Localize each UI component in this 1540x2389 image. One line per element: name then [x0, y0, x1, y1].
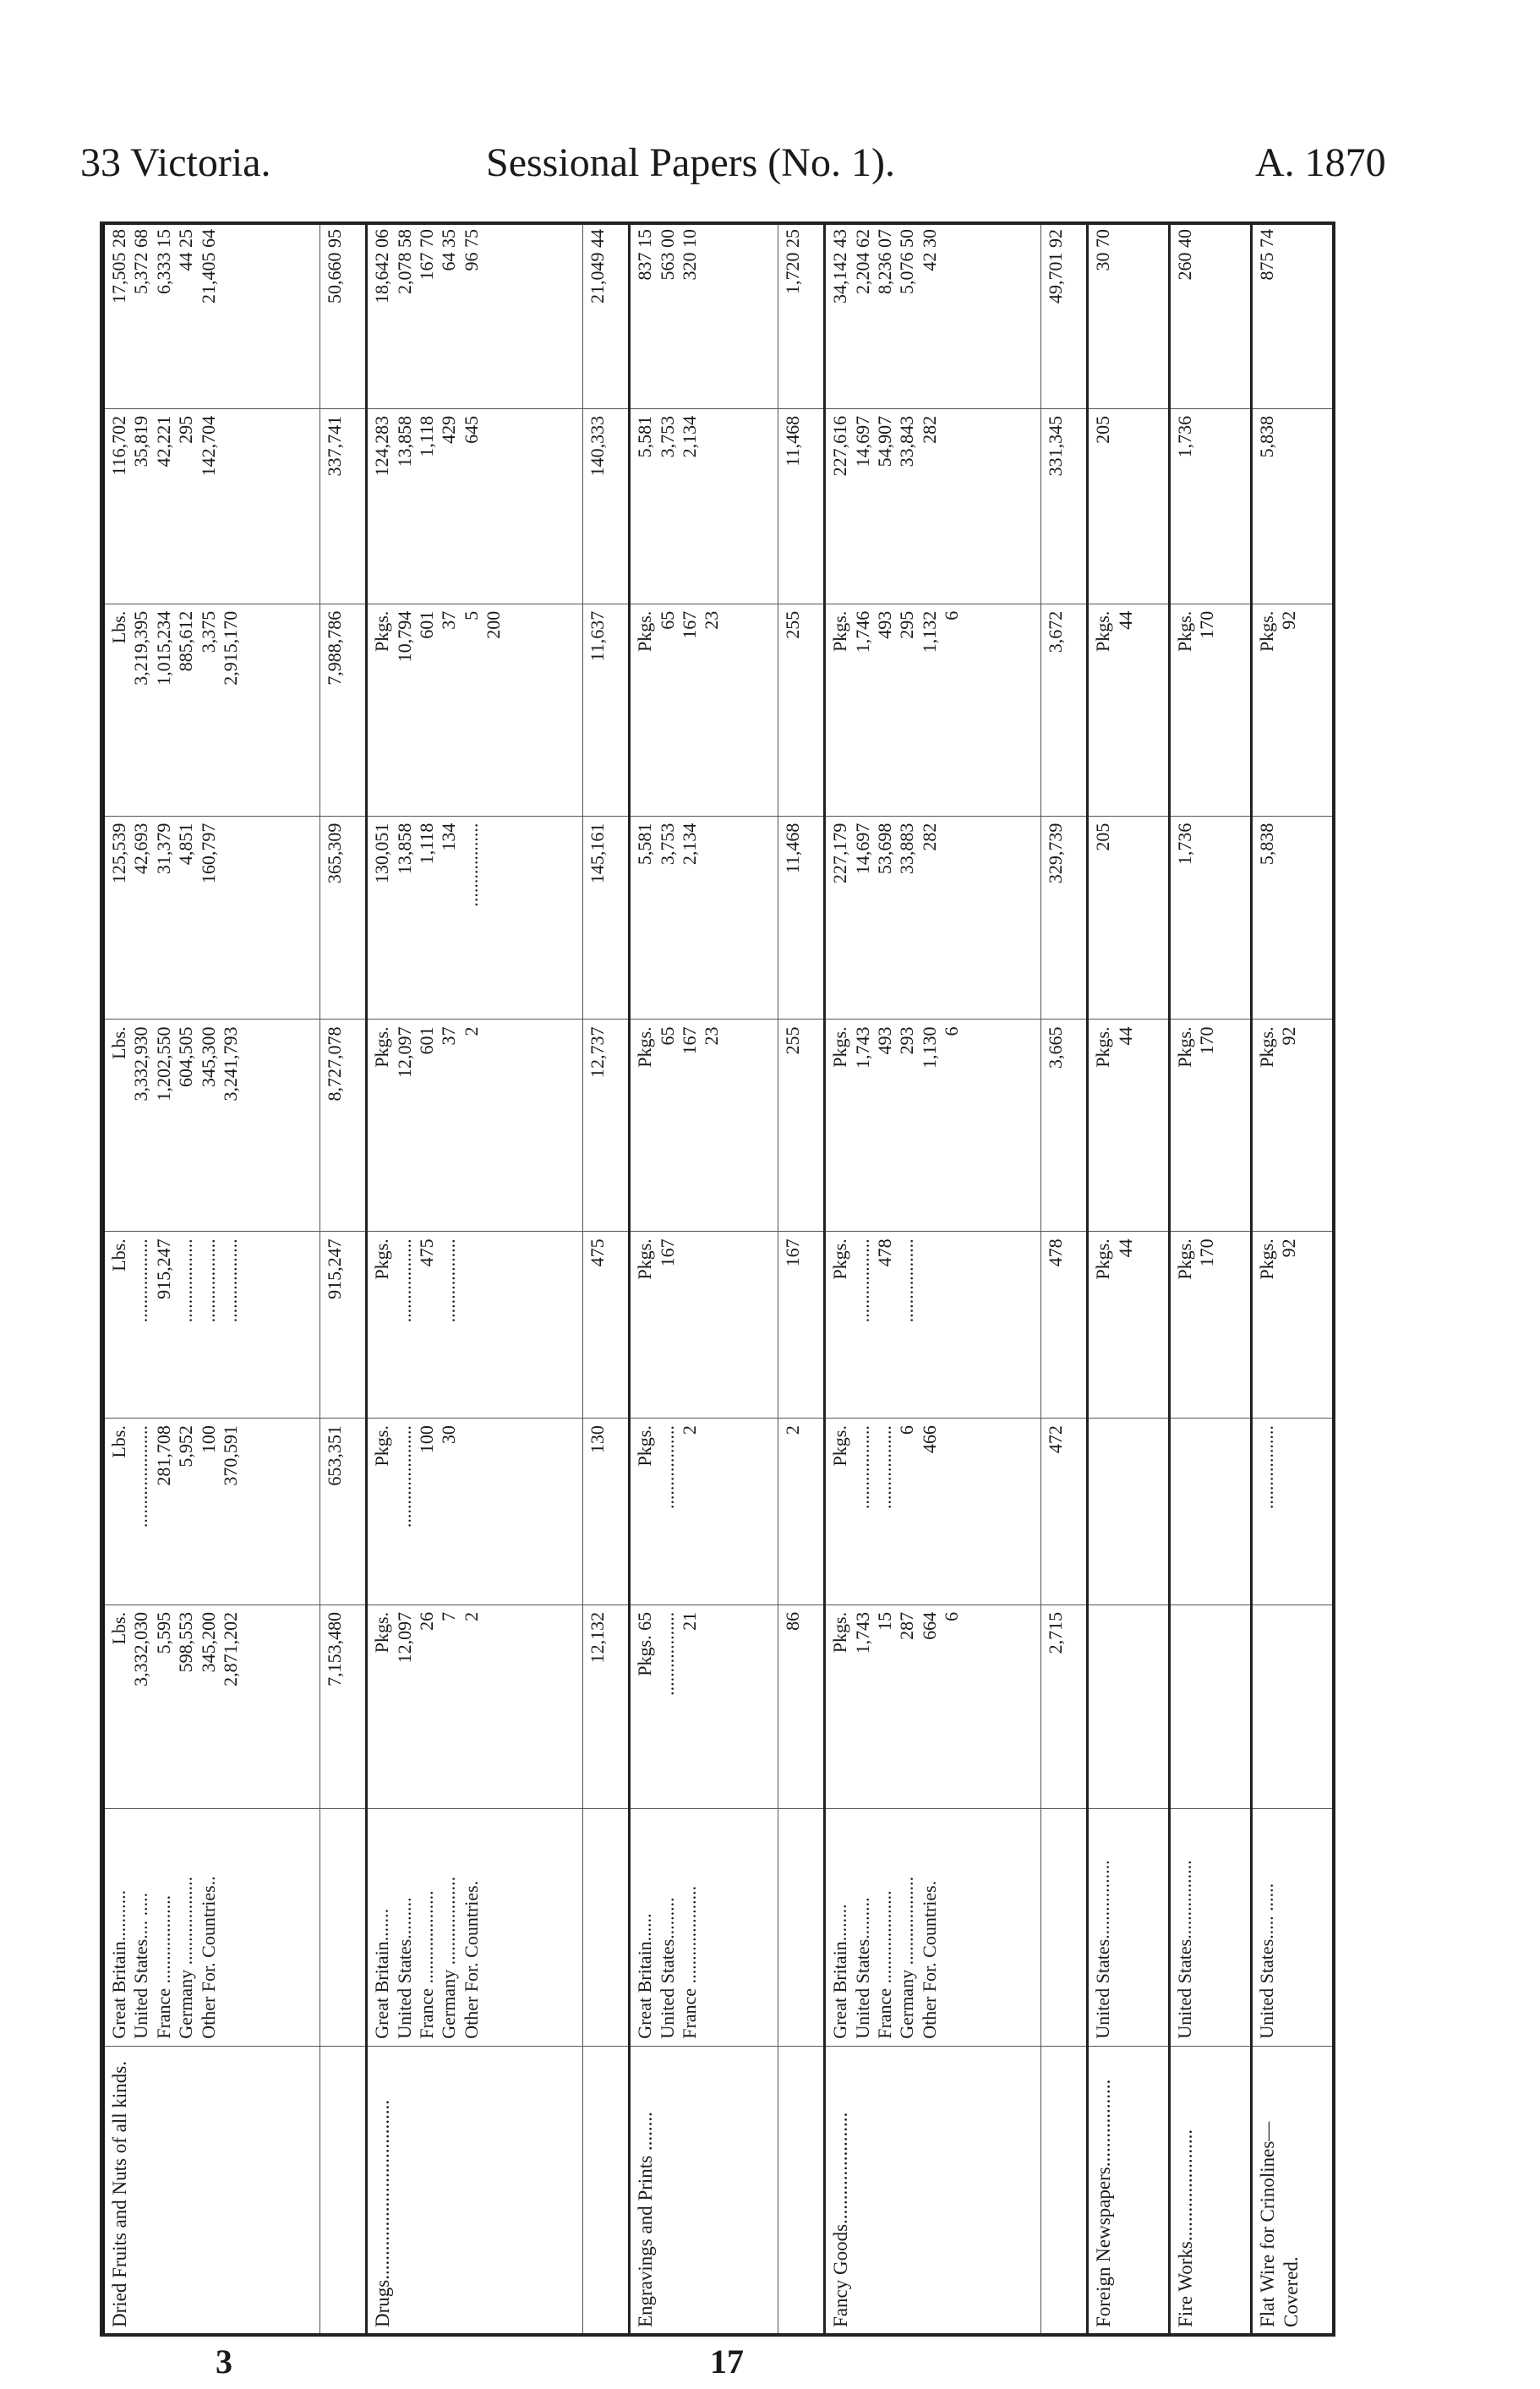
header-left-title: 33 Victoria.: [80, 140, 271, 185]
col-6-cell: Pkgs. 65 167 23: [630, 604, 778, 816]
col-6-cell: 11,637: [583, 604, 630, 816]
article-cell: [320, 2046, 367, 2334]
col-5-cell: 205: [1088, 816, 1170, 1020]
col-4-cell: Pkgs. 170: [1170, 1020, 1252, 1232]
table-row: [367, 222, 583, 2335]
col-1-cell: 12,132: [583, 1605, 630, 1808]
col-3-cell: Pkgs. .................. 475 ..................: [367, 1232, 583, 1419]
col-2-cell: ..................: [1251, 1419, 1335, 1605]
col-5-cell: 227,179 14,697 53,698 33,883 282: [825, 816, 1041, 1020]
col-2-cell: Lbs. ...................... 281,708 5,952 100 370,591: [103, 1419, 320, 1605]
col-8-cell: 1,720 25: [778, 222, 824, 409]
col-6-cell: Pkgs. 44: [1088, 604, 1170, 816]
col-3-cell: Pkgs. .................. 478 ..................: [825, 1232, 1041, 1419]
col-1-cell: 2,715: [1040, 1605, 1087, 1808]
table-row: [1040, 222, 1087, 2335]
article-cell: Dried Fruits and Nuts of all kinds.: [103, 2046, 320, 2334]
article-cell: [583, 2046, 630, 2334]
table-row: [103, 222, 320, 2335]
col-4-cell: Pkgs. 1,743 493 293 1,130 6: [825, 1020, 1041, 1232]
col-3-cell: Pkgs. 170: [1170, 1232, 1252, 1419]
col-5-cell: 11,468: [778, 816, 824, 1020]
col-5-cell: 5,581 3,753 2,134: [630, 816, 778, 1020]
article-cell: Fancy Goods.......................: [825, 2046, 1041, 2334]
table-row: [1088, 222, 1170, 2335]
col-3-cell: 478: [1040, 1232, 1087, 1419]
col-1-cell: 7,153,480: [320, 1605, 367, 1808]
col-8-cell: 875 74: [1251, 222, 1335, 409]
col-1-cell: Lbs. 3,332,030 5,595 598,553 345,200 2,871,202: [103, 1605, 320, 1808]
col-7-cell: 5,581 3,753 2,134: [630, 408, 778, 604]
col-6-cell: Pkgs. 92: [1251, 604, 1335, 816]
header-right-title: A. 1870: [1255, 140, 1386, 185]
col-3-cell: 475: [583, 1232, 630, 1419]
col-2-cell: Pkgs. ...................... 100 30: [367, 1419, 583, 1605]
col-3-cell: 915,247: [320, 1232, 367, 1419]
rotated-table-container: [101, 221, 1335, 2335]
table-row: [825, 222, 1041, 2335]
footer-signature-number: 3: [216, 2343, 232, 2381]
col-7-cell: 227,616 14,697 54,907 33,843 282: [825, 408, 1041, 604]
col-6-cell: 7,988,786: [320, 604, 367, 816]
col-7-cell: 337,741: [320, 408, 367, 604]
col-6-cell: Pkgs. 170: [1170, 604, 1252, 816]
col-8-cell: 837 15 563 00 320 10: [630, 222, 778, 409]
col-5-cell: 329,739: [1040, 816, 1087, 1020]
col-1-cell: [1251, 1605, 1335, 1808]
table-row: [778, 222, 824, 2335]
table-row: [1170, 222, 1252, 2335]
col-5-cell: 1,736: [1170, 816, 1252, 1020]
countries-cell: United States.................: [1088, 1808, 1170, 2046]
article-cell: [778, 2046, 824, 2334]
page-header: [0, 0, 1540, 211]
col-8-cell: 50,660 95: [320, 222, 367, 409]
col-7-cell: 331,345: [1040, 408, 1087, 604]
col-2-cell: [1170, 1419, 1252, 1605]
col-1-cell: Pkgs. 12,097 26 7 2: [367, 1605, 583, 1808]
page-number: 17: [710, 2343, 744, 2381]
col-1-cell: Pkgs. 1,743 15 287 664 6: [825, 1605, 1041, 1808]
col-5-cell: 130,051 13,858 1,118 134 ..................: [367, 816, 583, 1020]
trade-table: [101, 221, 1335, 2335]
col-6-cell: Pkgs. 1,746 493 295 1,132 6: [825, 604, 1041, 816]
col-3-cell: Lbs. .................. 915,247 .................. .................. ..................: [103, 1232, 320, 1419]
countries-cell: Great Britain........... United States.... ..... France ................... Germany ................... Other For. Countries..: [103, 1808, 320, 2046]
col-1-cell: [1170, 1605, 1252, 1808]
col-1-cell: [1088, 1605, 1170, 1808]
countries-cell: [778, 1808, 824, 2046]
header-center-title: Sessional Papers (No. 1).: [486, 140, 895, 185]
article-cell: Fire Works.......................: [1170, 2046, 1252, 2334]
col-6-cell: 255: [778, 604, 824, 816]
col-4-cell: 12,737: [583, 1020, 630, 1232]
col-7-cell: 116,702 35,819 42,221 295 142,704: [103, 408, 320, 604]
col-7-cell: 1,736: [1170, 408, 1252, 604]
col-4-cell: Pkgs. 92: [1251, 1020, 1335, 1232]
col-7-cell: 124,283 13,858 1,118 429 645: [367, 408, 583, 604]
col-8-cell: 260 40: [1170, 222, 1252, 409]
col-4-cell: Pkgs. 65 167 23: [630, 1020, 778, 1232]
col-2-cell: 130: [583, 1419, 630, 1605]
article-cell: Flat Wire for Crinolines—Covered.: [1251, 2046, 1335, 2334]
col-2-cell: 472: [1040, 1419, 1087, 1605]
col-3-cell: Pkgs. 92: [1251, 1232, 1335, 1419]
col-5-cell: 125,539 42,693 31,379 4,851 160,797: [103, 816, 320, 1020]
col-7-cell: 140,333: [583, 408, 630, 604]
table-row: [630, 222, 778, 2335]
col-6-cell: Lbs. 3,219,395 1,015,234 885,612 3,375 2,915,170: [103, 604, 320, 816]
col-4-cell: Pkgs. 12,097 601 37 2: [367, 1020, 583, 1232]
countries-cell: United States.................: [1170, 1808, 1252, 2046]
col-3-cell: 167: [778, 1232, 824, 1419]
trade-table-body: [103, 222, 1335, 2335]
col-2-cell: 2: [778, 1419, 824, 1605]
col-8-cell: 18,642 06 2,078 58 167 70 64 35 96 75: [367, 222, 583, 409]
article-cell: [1040, 2046, 1087, 2334]
table-row: [1251, 222, 1335, 2335]
countries-cell: [583, 1808, 630, 2046]
col-5-cell: 145,161: [583, 816, 630, 1020]
table-row: [583, 222, 630, 2335]
col-8-cell: 30 70: [1088, 222, 1170, 409]
col-2-cell: 653,351: [320, 1419, 367, 1605]
col-5-cell: 365,309: [320, 816, 367, 1020]
col-7-cell: 11,468: [778, 408, 824, 604]
col-4-cell: 8,727,078: [320, 1020, 367, 1232]
col-8-cell: 34,142 43 2,204 62 8,236 07 5,076 50 42 30: [825, 222, 1041, 409]
col-8-cell: 17,505 28 5,372 68 6,333 15 44 25 21,405 64: [103, 222, 320, 409]
article-cell: Drugs.....................................: [367, 2046, 583, 2334]
col-4-cell: 255: [778, 1020, 824, 1232]
col-8-cell: 49,701 92: [1040, 222, 1087, 409]
col-6-cell: 3,672: [1040, 604, 1087, 816]
col-6-cell: Pkgs. 10,794 601 37 5 200: [367, 604, 583, 816]
col-8-cell: 21,049 44: [583, 222, 630, 409]
col-2-cell: [1088, 1419, 1170, 1605]
col-4-cell: Lbs. 3,332,930 1,202,550 604,505 345,300 3,241,793: [103, 1020, 320, 1232]
article-cell: Foreign Newspapers..................: [1088, 2046, 1170, 2334]
col-7-cell: 205: [1088, 408, 1170, 604]
table-row: [320, 222, 367, 2335]
countries-cell: United States..... ......: [1251, 1808, 1335, 2046]
countries-cell: Great Britain...... United States......... France .....................: [630, 1808, 778, 2046]
col-4-cell: 3,665: [1040, 1020, 1087, 1232]
col-2-cell: Pkgs. .................. .................. 6 466: [825, 1419, 1041, 1605]
col-2-cell: Pkgs. .................. 2: [630, 1419, 778, 1605]
col-5-cell: 5,838: [1251, 816, 1335, 1020]
col-3-cell: Pkgs. 44: [1088, 1232, 1170, 1419]
countries-cell: [320, 1808, 367, 2046]
countries-cell: Great Britain....... United States......... France .................... Germany ................... Other For. Countries.: [367, 1808, 583, 2046]
col-1-cell: 86: [778, 1605, 824, 1808]
col-1-cell: Pkgs. 65 .................. 21: [630, 1605, 778, 1808]
col-4-cell: Pkgs. 44: [1088, 1020, 1170, 1232]
col-7-cell: 5,838: [1251, 408, 1335, 604]
countries-cell: [1040, 1808, 1087, 2046]
rotated-table-wrapper: [101, 221, 1335, 2335]
countries-cell: Great Britain........ United States......... France .................... Germany ................... Other For. Countries.: [825, 1808, 1041, 2046]
article-cell: Engravings and Prints ........: [630, 2046, 778, 2334]
col-3-cell: Pkgs. 167: [630, 1232, 778, 1419]
